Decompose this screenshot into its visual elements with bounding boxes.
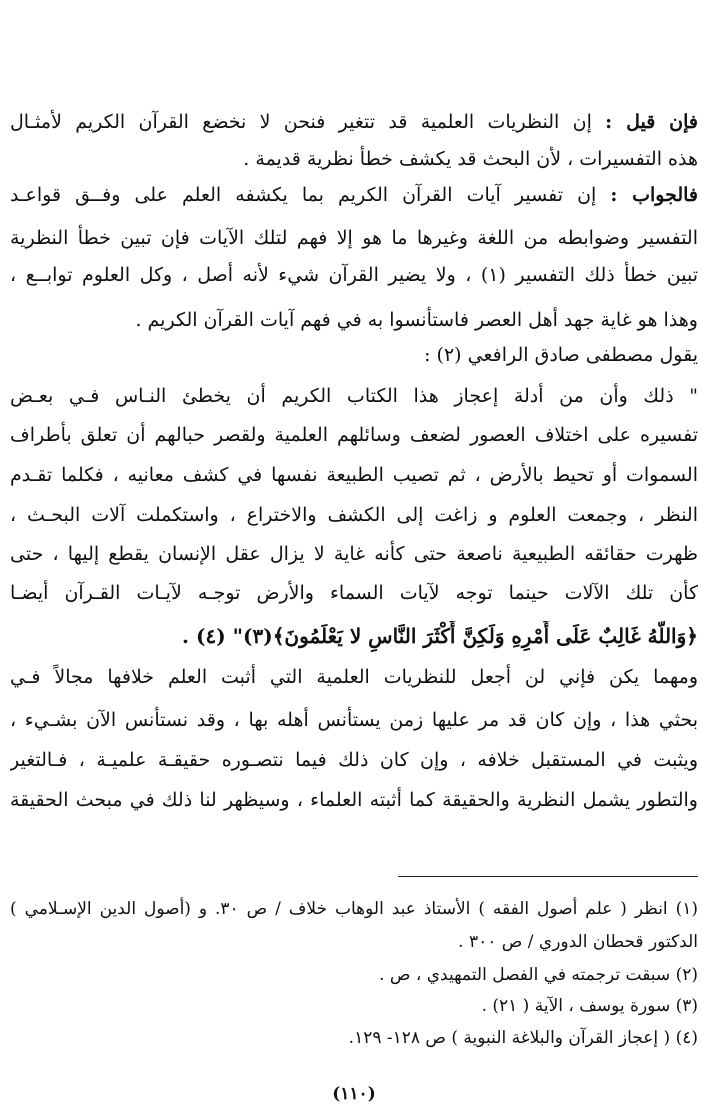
answer-line-1 [10,180,698,212]
paragraph-line-2: بحثي هذا ، وإن كان قد مر عليها زمن يستأنس أهله بها ، وقد نستأنس الآن بشـيء ، [10,709,698,731]
paragraph-line-4: والتطور يشمل النظرية والحقيقة كما أثبته العلماء ، وسيظهر لنا ذلك في مبحث الحقيقة [10,789,698,811]
question-line-1 [10,107,698,139]
quran-verse: ﴿وَاللَّهُ غَالِبٌ عَلَى أَمْرِهِ وَلَكِنَّ أَكْثَرَ النَّاسِ لا يَعْلَمُونَ﴾(٣)" (٤) . [182,624,698,648]
answer-line-2: التفسير وضوابطه من اللغة وغيرها ما هو إلا فهم لتلك الآيات فإن تبين خطأ النظرية [10,227,698,249]
question-text: إن النظريات العلمية قد تتغير فنحن لا نخضع القرآن الكريم لأمثـال [10,111,592,133]
quote-line-4: النظر ، وجمعت العلوم و زاغت إلى الكشف والاختراع ، واستكملت آلات البحـث ، [10,504,698,526]
quote-line-5: ظهرت حقائقه الطبيعية ناصعة حتى كأنه غاية لا يزال عقل الإنسان يقطع إليها ، حتى [10,543,698,565]
answer-line-4: وهذا هو غاية جهد أهل العصر فاستأنسوا به في فهم آيات القرآن الكريم . [135,309,698,331]
quote-line-6: كأن تلك الآلات حينما توجه لآيات السماء والأرض توجـه لآيـات القـرآن أيضـا [10,582,698,604]
footnote-1-line-2: الدكتور قحطان الدوري / ص ٣٠٠ . [458,932,698,952]
page-number: (١١٠) [332,1084,376,1104]
footnote-3: (٣) سورة يوسف ، الآية ( ٢١) . [481,996,698,1016]
footnote-2: (٢) سبقت ترجمته في الفصل التمهيدي ، ص . [379,965,698,985]
paragraph-line-1: ومهما يكن فإني لن أجعل للنظريات العلمية التي أثبت العلم خلافها مجالاً فـي [10,666,698,688]
footnote-4: (٤) ( إعجاز القرآن والبلاغة النبوية ) ص ١٢٨- ١٢٩. [348,1028,698,1048]
quote-line-2: تفسيره على اختلاف العصور لضعف وسائلهم العلمية ولقصر حبالهم أن تعلق بأطراف [10,424,698,446]
paragraph-line-3: ويثبت في المستقبل خلافه ، وإن كان ذلك فيما نتصـوره حقيقـة علميـة ، فـالتغير [10,749,698,771]
footnote-1-line-1: (١) انظر ( علم أصول الفقه ) الأستاذ عبد الوهاب خلاف / ص ٣٠. و (أصول الدين الإسـلامي ) [10,899,698,919]
footnote-divider [398,876,698,877]
answer-text: إن تفسير آيات القرآن الكريم بما يكشفه العلم على وفــق قواعـد [10,184,597,206]
question-line-2: هذه التفسيرات ، لأن البحث قد يكشف خطأ نظرية قديمة . [243,148,698,170]
rafii-intro: يقول مصطفى صادق الرافعي (٢) : [424,344,698,366]
answer-label: فالجواب : [610,184,698,206]
quote-line-3: السموات أو تحيط بالأرض ، ثم تصيب الطبيعة نفسها في كشف معانيه ، فكلما تقـدم [10,464,698,486]
answer-line-3: تبين خطأ ذلك التفسير (١) ، ولا يضير القرآن شيء لأنه أصل ، وكل العلوم توابــع ، [10,264,698,286]
quote-line-1: " ذلك وأن من أدلة إعجاز هذا الكتاب الكريم أن يخطئ النـاس فـي بعـض [10,385,698,407]
question-label: فإن قيل : [605,111,698,133]
